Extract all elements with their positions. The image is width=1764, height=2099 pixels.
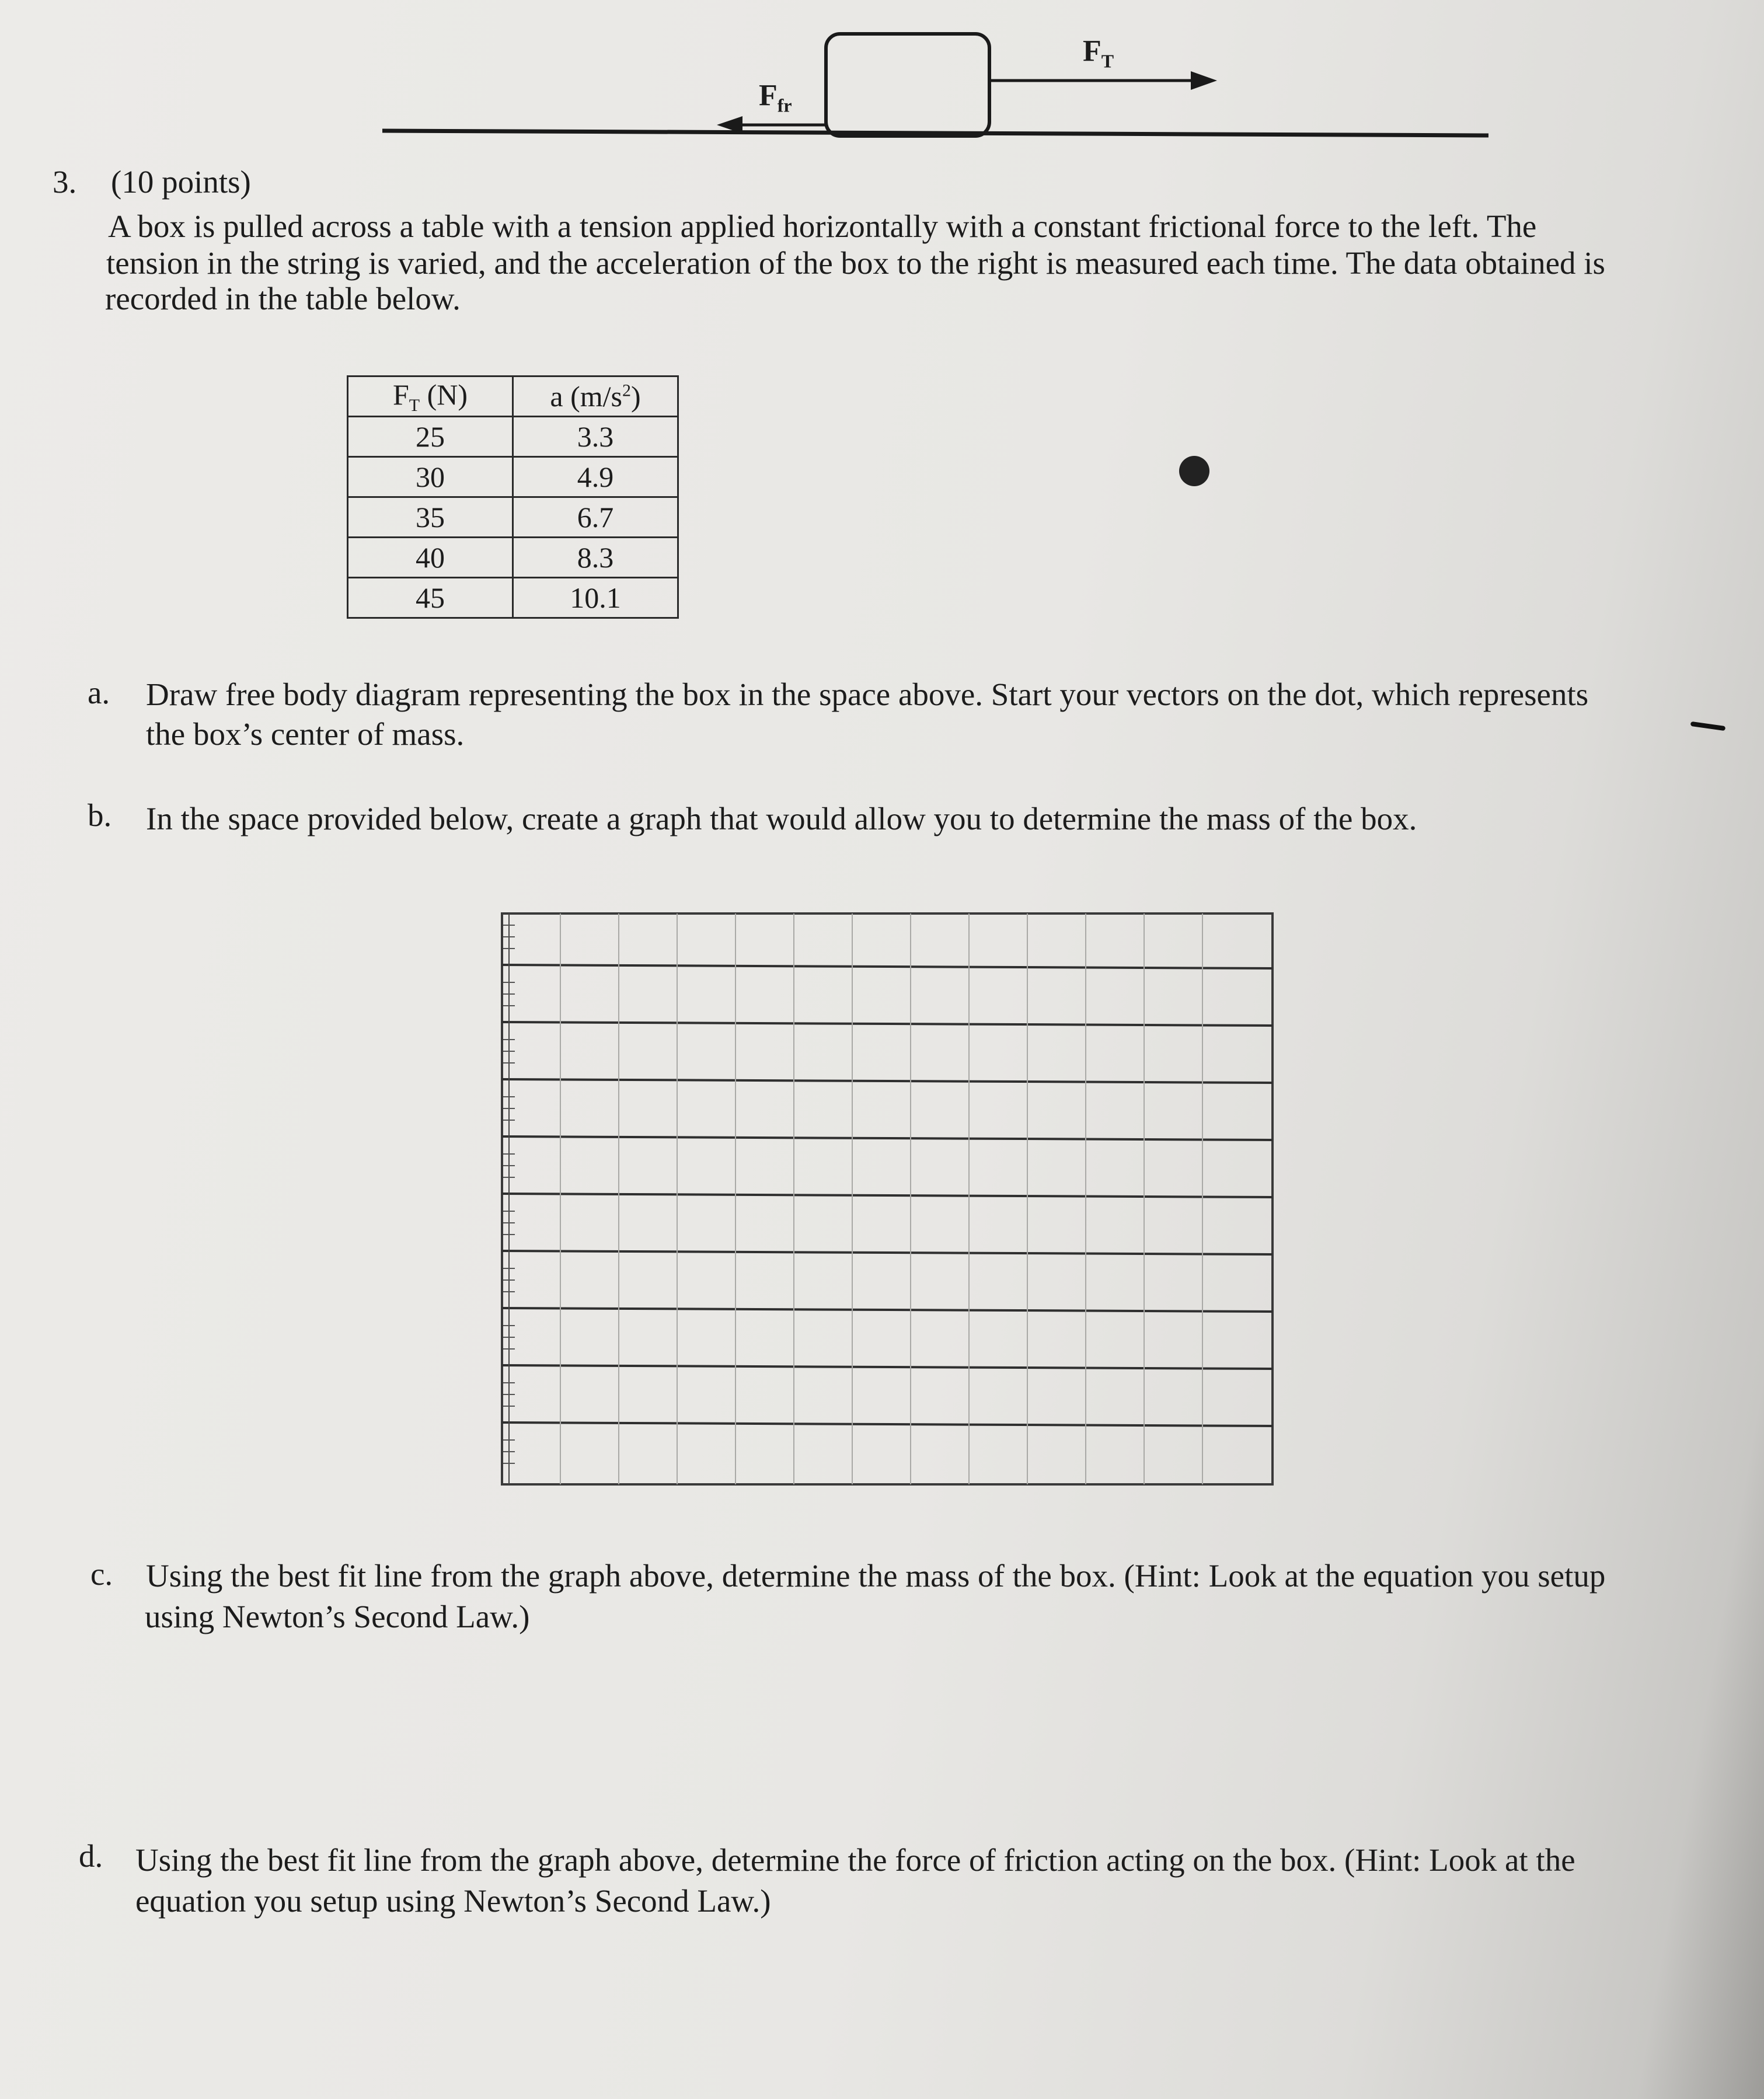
question-intro-line-1: A box is pulled across a table with a tension applied horizontally with a constant frictional force to the left. The — [108, 208, 1537, 244]
data-table — [347, 375, 679, 619]
table-row — [348, 578, 678, 618]
part-d-line-1: Using the best fit line from the graph above, determine the force of friction acting on the box. (Hint: Look at the — [135, 1842, 1575, 1878]
part-b-label: b. — [88, 797, 112, 833]
accel-cell: 4.9 — [513, 457, 678, 497]
question-points: (10 points) — [111, 164, 251, 200]
accel-cell: 10.1 — [513, 578, 678, 618]
box-force-diagram — [0, 0, 1764, 163]
tension-arrow-head — [1191, 71, 1217, 90]
tension-cell: 40 — [348, 538, 513, 578]
table-row — [348, 417, 678, 457]
friction-label-main: F — [759, 79, 778, 112]
question-intro-line-2: tension in the string is varied, and the acceleration of the box to the right is measured each time. The data obtained is — [106, 245, 1605, 281]
header-tension-sub: T — [409, 395, 420, 415]
tension-cell: 35 — [348, 497, 513, 538]
tension-cell: 25 — [348, 417, 513, 457]
accel-cell: 8.3 — [513, 538, 678, 578]
part-c-line-2: using Newton’s Second Law.) — [145, 1599, 530, 1634]
question-intro-line-3: recorded in the table below. — [105, 281, 461, 316]
header-accel-text: a (m/s — [550, 380, 622, 413]
part-c-label: c. — [90, 1556, 113, 1592]
header-accel-sup: 2 — [622, 381, 631, 400]
table-row — [348, 457, 678, 497]
part-a-line-1: Draw free body diagram representing the box in the space above. Start your vectors on the dot, which represents — [146, 677, 1589, 712]
tension-cell: 45 — [348, 578, 513, 618]
part-b-line-1: In the space provided below, create a graph that would allow you to determine the mass of the box. — [146, 801, 1417, 836]
part-a-label: a. — [88, 675, 110, 710]
table-row — [348, 538, 678, 578]
part-d-label: d. — [79, 1838, 103, 1874]
box-shape — [826, 34, 989, 136]
friction-label-sub: fr — [777, 95, 792, 116]
part-c-line-1: Using the best fit line from the graph above, determine the mass of the box. (Hint: Look at the equation you setup — [146, 1558, 1606, 1594]
header-tension-unit: (N) — [420, 378, 468, 411]
tension-label-main: F — [1083, 34, 1101, 68]
friction-force-label — [759, 78, 792, 116]
table-row — [348, 497, 678, 538]
part-a-line-2: the box’s center of mass. — [146, 716, 465, 752]
part-d-line-2: equation you setup using Newton’s Second Law.) — [135, 1883, 771, 1919]
header-accel-close: ) — [630, 380, 641, 413]
header-accel — [513, 376, 678, 417]
accel-cell: 3.3 — [513, 417, 678, 457]
header-tension — [348, 376, 513, 417]
tension-force-label — [1083, 34, 1114, 72]
center-of-mass-dot — [1179, 456, 1209, 486]
tension-cell: 30 — [348, 457, 513, 497]
tension-label-sub: T — [1101, 50, 1114, 72]
header-tension-main: F — [392, 378, 409, 411]
question-number: 3. — [53, 164, 77, 200]
table-header-row — [348, 376, 678, 417]
accel-cell: 6.7 — [513, 497, 678, 538]
handwritten-underline-mark — [1690, 721, 1726, 731]
blank-graph-grid — [496, 908, 1284, 1497]
